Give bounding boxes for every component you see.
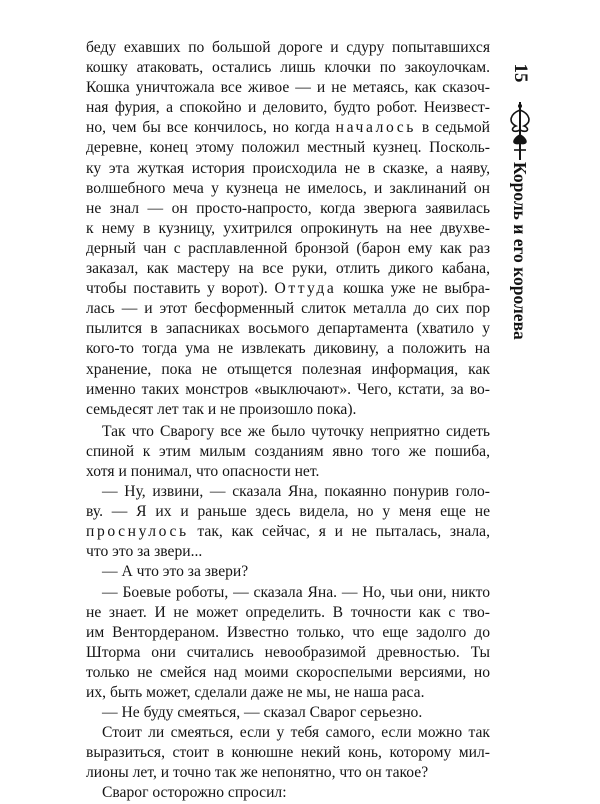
text-line: лась — и этот бесформенный слиток металла до сих пор [86,300,490,318]
text-line: что это за звери... [86,543,203,561]
text-line: кого-то тогда ума не извлекать диковину, а положить на [86,340,490,358]
text-line: хранение, пока не отыщется полезная информация, как [86,360,490,378]
page-number: 15 [510,63,531,83]
body-text [86,38,490,804]
text-line [86,118,490,138]
text-line: спиной к этим милым созданиям явно того же пошиба, [86,442,490,460]
text-line: хотя и понимал, что опасности нет. [86,462,320,480]
spaced-word: проснулось [86,523,189,541]
text-line: кошку атаковать, остались лишь клочки по закоулочкам. [86,59,490,77]
text-line: — Не буду смеяться, — сказал Сварог серьезно. [102,704,423,722]
text-fragment: но, чем бы все кончилось, но когда [86,119,330,137]
text-line: — Боевые роботы, — сказала Яна. — Но, чьи они, никто [102,583,490,601]
text-line: не знал — он просто-напросто, когда зверюга заявилась [86,199,490,217]
spaced-word: началось [335,119,416,137]
text-line [86,279,490,299]
text-line [86,522,490,542]
text-line: именно таких монстров «выключают». Чего, кстати, за во- [86,380,490,398]
text-line: дерный чан с расплавленной бронзой (барон ему как раз [86,239,490,257]
text-line: беду ехавших по большой дороге и сдуру попытавшихся [86,39,490,56]
text-line: семьдесят лет так и не произошло пока). [86,400,357,418]
text-line: ву. — Я их и раньше здесь видела, но у меня еще не [86,503,490,521]
text-line: деревне, конец этому положил местный кузнец. Посколь- [86,139,490,157]
running-title: Король и его королева [510,162,530,340]
side-rail [500,36,540,376]
text-line: Так что Сварогу все же было чуточку неприятно сидеть [102,422,490,440]
flourish-ornament-icon [502,100,538,162]
text-line: Шторма они считались невообразимой древностью. Ты [86,643,490,661]
text-line: пылится в запасниках восьмого департамента (хватило у [86,320,490,338]
text-line: им Вентордераном. Известно только, что еще задолго до [86,623,490,641]
text-line: только не смейся над моими скороспелыми версиями, но [86,663,490,681]
text-line: — А что это за звери? [102,563,249,581]
spaced-word: Оттуда [274,280,337,298]
text-fragment: кошка уже не выбра- [343,280,490,298]
text-fragment: так, как сейчас, я и не пыталась, знала, [197,523,490,541]
text-line: Стоит ли смеяться, если у тебя самого, если можно так [102,724,490,742]
text-line: их, быть может, сделали даже не мы, не наша раса. [86,684,425,701]
text-line: к нему в кузницу, ухитрился опрокинуть на нее двухве- [86,219,490,237]
text-line: Кошка уничтожала все живое — и не метаясь, как сказоч- [86,79,490,97]
text-line: — Ну, извини, — сказала Яна, покаянно понурив голо- [102,483,490,501]
text-fragment: в седьмой [421,119,490,137]
text-line: ку эта жуткая история происходила не в сказке, а наяву, [86,159,490,177]
text-line: заказал, как мастеру на все руки, отлить дикого кабана, [86,260,490,278]
text-line: Сварог осторожно спросил: [102,784,287,802]
text-line: волшебного меча у кузнеца не имелось, и заклинаний он [86,179,490,197]
text-line: лионы лет, и точно так же непонятно, что он такое? [86,764,429,782]
text-line: не знает. И не может определить. В точности как с тво- [86,603,490,621]
text-line: выразиться, стоит в конюшне некий конь, которому мил- [86,744,490,762]
text-line: ная фурия, а спокойно и деловито, будто робот. Неизвест- [86,99,490,117]
text-fragment: чтобы поставить у ворот). [86,280,268,298]
